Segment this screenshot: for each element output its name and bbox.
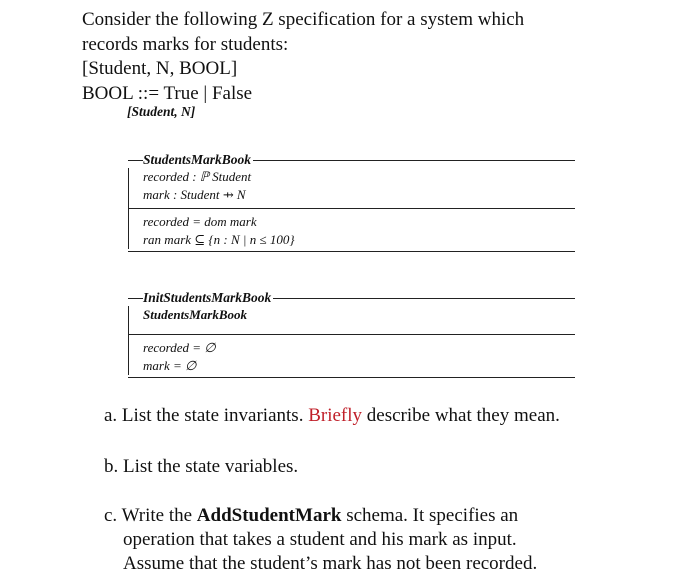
init-students-mark-book-schema — [128, 290, 575, 378]
schema-name: InitStudentsMarkBook — [143, 290, 272, 305]
schema-bottom-rule — [128, 251, 575, 252]
schema-divider — [128, 208, 575, 209]
schema-predicate: recorded = dom mark — [143, 214, 257, 229]
intro-line-1: Consider the following Z specification for a system which — [82, 9, 525, 30]
schema-predicate: mark = ∅ — [143, 358, 197, 373]
schema-name: StudentsMarkBook — [143, 152, 252, 167]
question-a: a. List the state invariants. Briefly describe what they mean. — [104, 405, 560, 426]
schema-name-emphasis: AddStudentMark — [196, 505, 342, 526]
students-mark-book-schema — [128, 152, 575, 252]
schema-declaration: recorded : ℙ Student — [143, 169, 252, 184]
given-sets: [Student, N] — [127, 104, 196, 119]
schema-divider — [128, 334, 575, 335]
schema-predicate: ran mark ⊆ {n : N | n ≤ 100} — [143, 232, 295, 247]
schema-bottom-rule — [128, 377, 575, 378]
schema-predicate: recorded = ∅ — [143, 340, 216, 355]
emphasis-word: Briefly — [308, 405, 363, 426]
bool-definition-line: BOOL ::= True | False — [82, 82, 253, 104]
basic-types-line: [Student, N, BOOL] — [82, 58, 238, 79]
question-c-line-2: operation that takes a student and his mark as input. — [123, 529, 517, 550]
schema-declaration: mark : Student ⇸ N — [143, 187, 246, 202]
question-b: b. List the state variables. — [104, 456, 299, 477]
intro-line-2: records marks for students: — [82, 33, 289, 55]
question-c: c. Write the AddStudentMark schema. It specifies an operation that takes a student and his mark as input. Assume that the student’s mark has not been recorded. — [104, 504, 619, 576]
question-c-line-3: Assume that the student’s mark has not been recorded. — [123, 553, 538, 574]
schema-inclusion: StudentsMarkBook — [143, 307, 248, 322]
intro-text — [82, 8, 642, 106]
